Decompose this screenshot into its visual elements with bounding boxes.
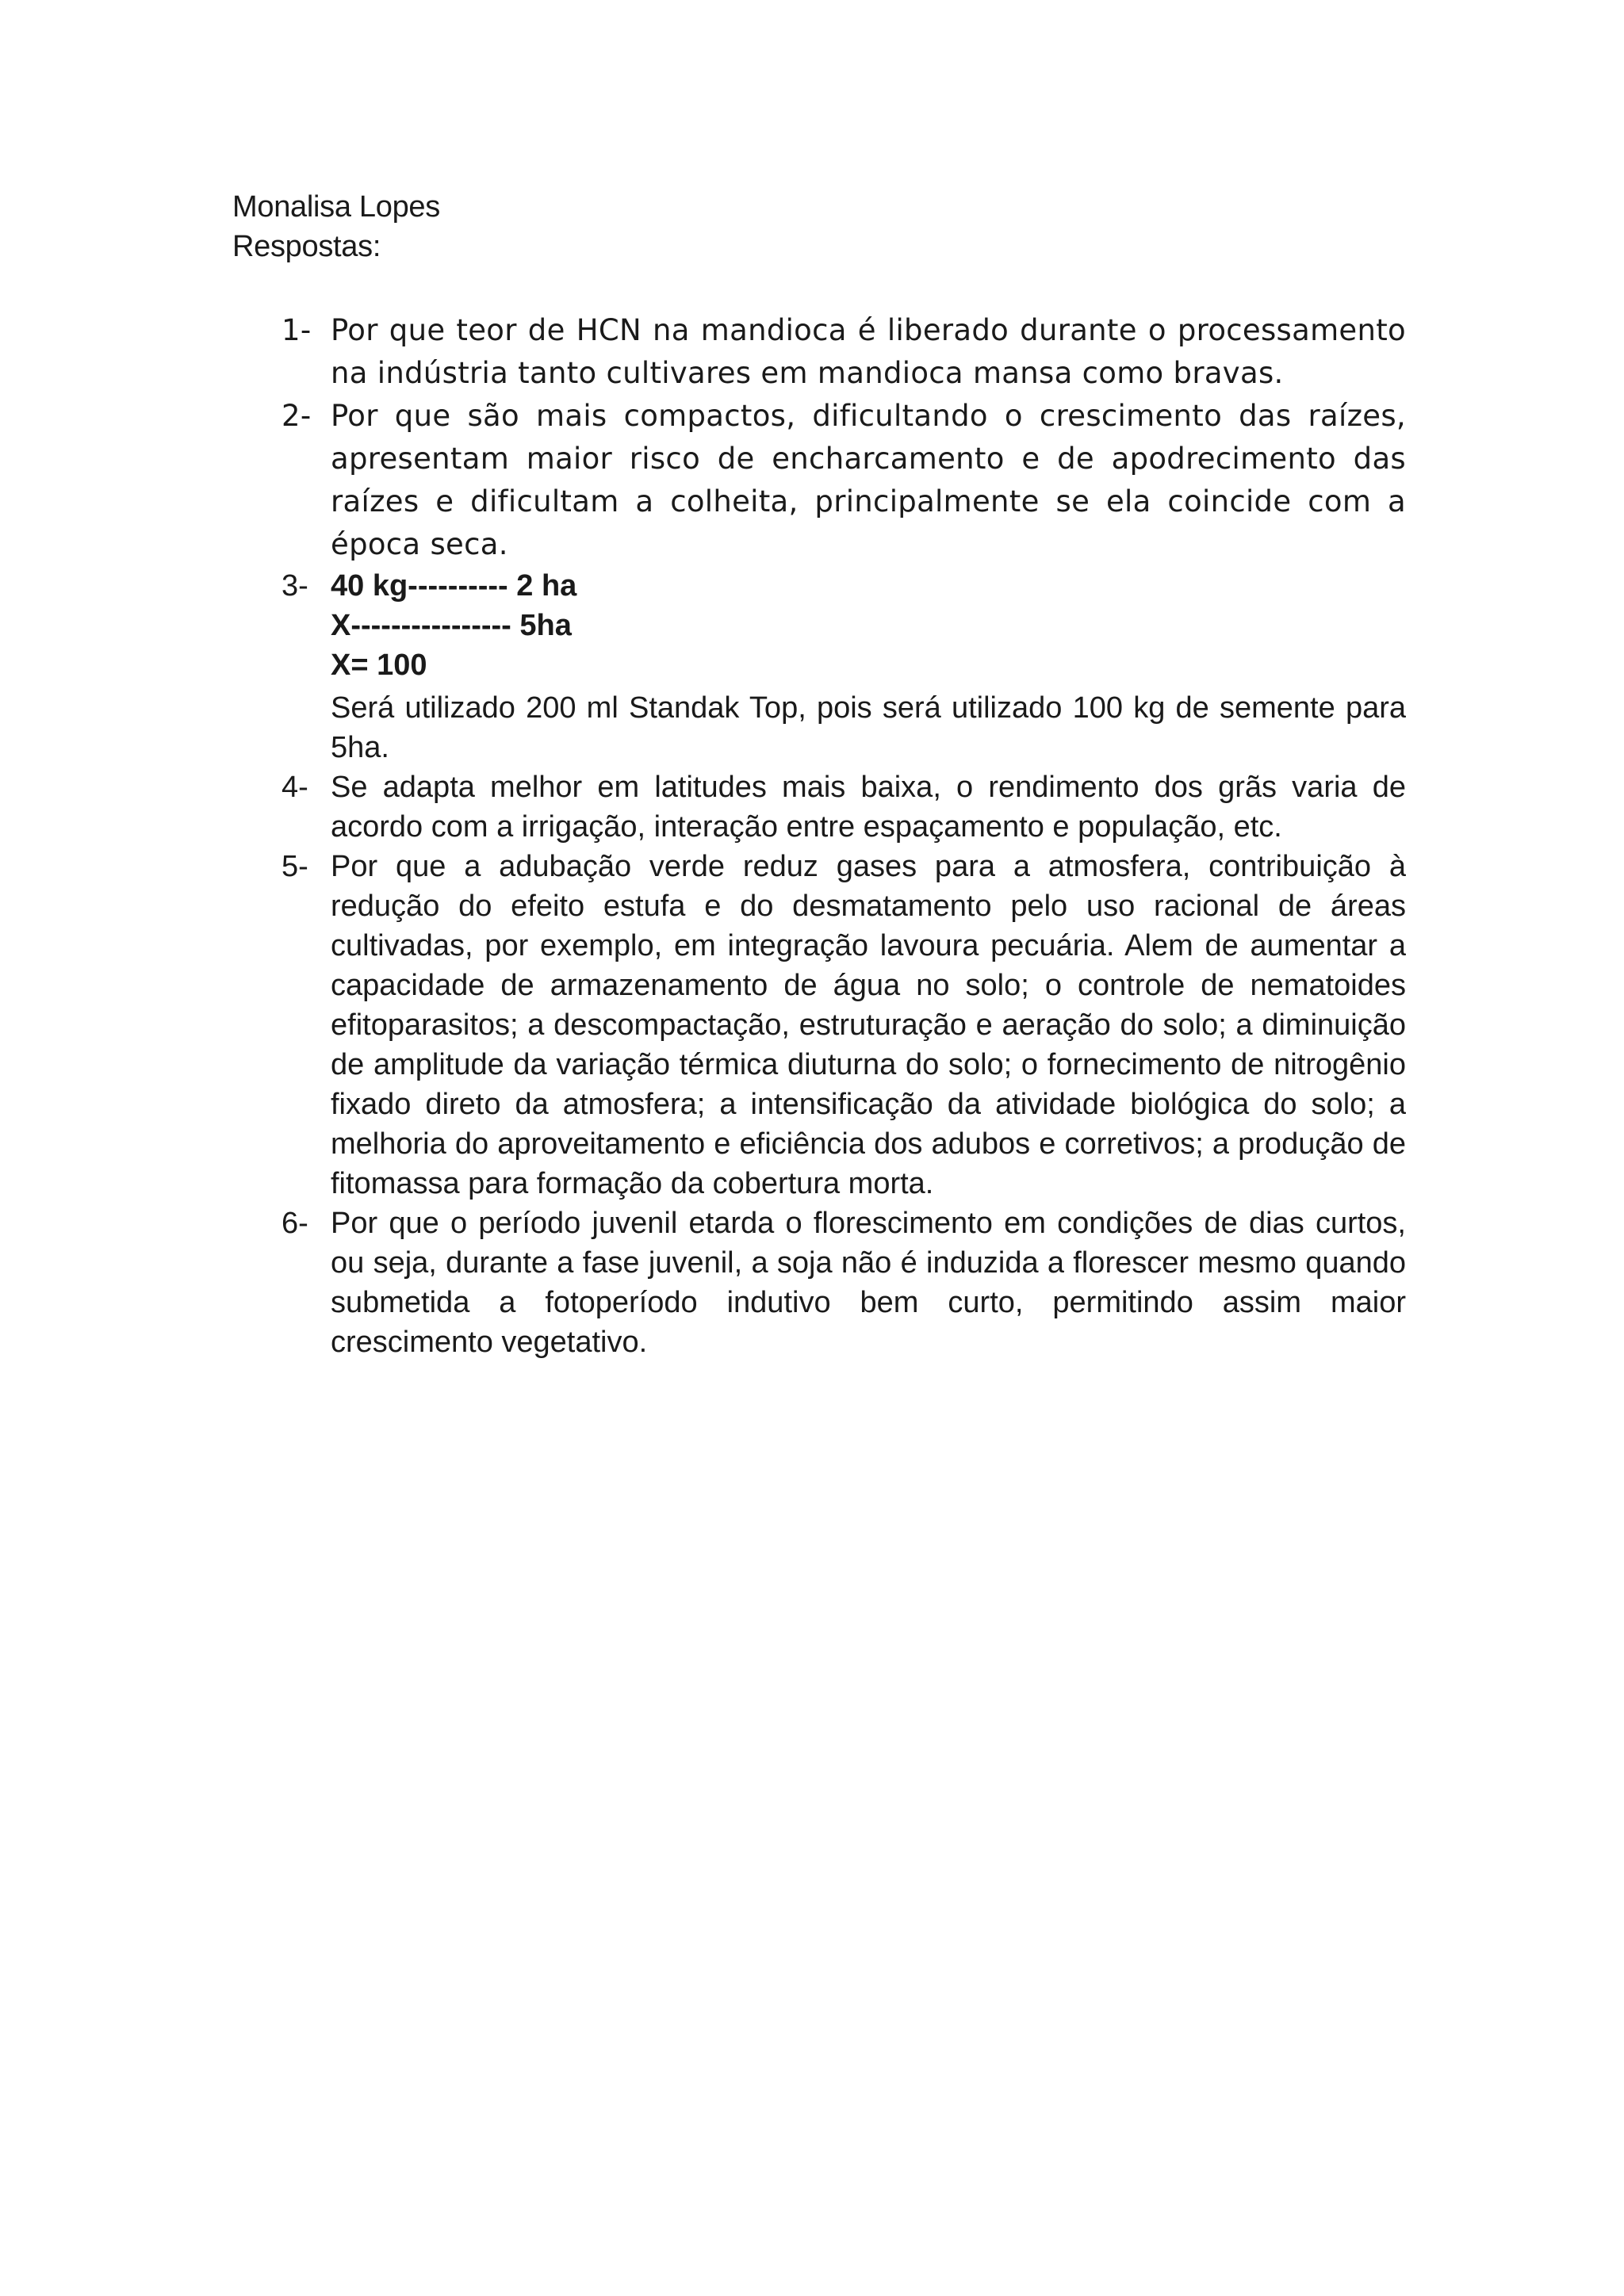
calculation-line: X---------------- 5ha [331,609,572,642]
answer-number: 4- [282,771,308,804]
answers-list [232,309,1406,1362]
answers-label: Respostas: [232,230,381,263]
answer-text: Será utilizado 200 ml Standak Top, pois será utilizado 100 kg de semente para 5ha. [331,691,1406,764]
document-body [232,187,1406,1362]
answer-1 [232,309,1406,395]
answer-text: Por que são mais compactos, dificultando o crescimento das raízes, apresentam maior risco de encharcamento e de apodrecimento das raízes e dificultam a colheita, principalmente se ela coincide com a época seca. [331,399,1406,561]
answer-3 [232,566,1406,767]
answer-number: 2- [282,399,312,433]
answer-number: 1- [282,313,312,347]
answer-6 [232,1203,1406,1362]
answer-text: Por que teor de HCN na mandioca é liberado durante o processamento na indústria tanto cultivares em mandioca mansa como bravas. [331,313,1406,390]
author-name: Monalisa Lopes [232,190,440,224]
answer-number: 3- [282,569,308,603]
calculation-result: X= 100 [331,649,427,682]
answer-text: Se adapta melhor em latitudes mais baixa, o rendimento dos grãs varia de acordo com a irrigação, interação entre espaçamento e população, etc. [331,771,1406,844]
answer-number: 5- [282,850,308,883]
answer-text: Por que o período juvenil etarda o florescimento em condições de dias curtos, ou seja, durante a fase juvenil, a soja não é induzida a florescer mesmo quando submetida a fotoperíodo indutivo bem curto, permitindo assim maior crescimento vegetativo. [331,1207,1406,1359]
answer-5 [232,847,1406,1203]
answer-number: 6- [282,1207,308,1240]
answer-text: Por que a adubação verde reduz gases para a atmosfera, contribuição à redução do efeito estufa e do desmatamento pelo uso racional de áreas cultivadas, por exemplo, em integração lavoura pecuária. Alem de aumentar a capacidade de armazenamento de água no solo; o controle de nematoides efitoparasitos; a descompactação, estruturação e aeração do solo; a diminuição de amplitude da variação térmica diuturna do solo; o fornecimento de nitrogênio fixado direto da atmosfera; a intensificação da atividade biológica do solo; a melhoria do aproveitamento e eficiência dos adubos e corretivos; a produção de fitomassa para formação da cobertura morta. [331,850,1406,1200]
calculation-line: 40 kg---------- 2 ha [331,569,577,603]
answer-2 [232,395,1406,566]
answer-4 [232,767,1406,847]
